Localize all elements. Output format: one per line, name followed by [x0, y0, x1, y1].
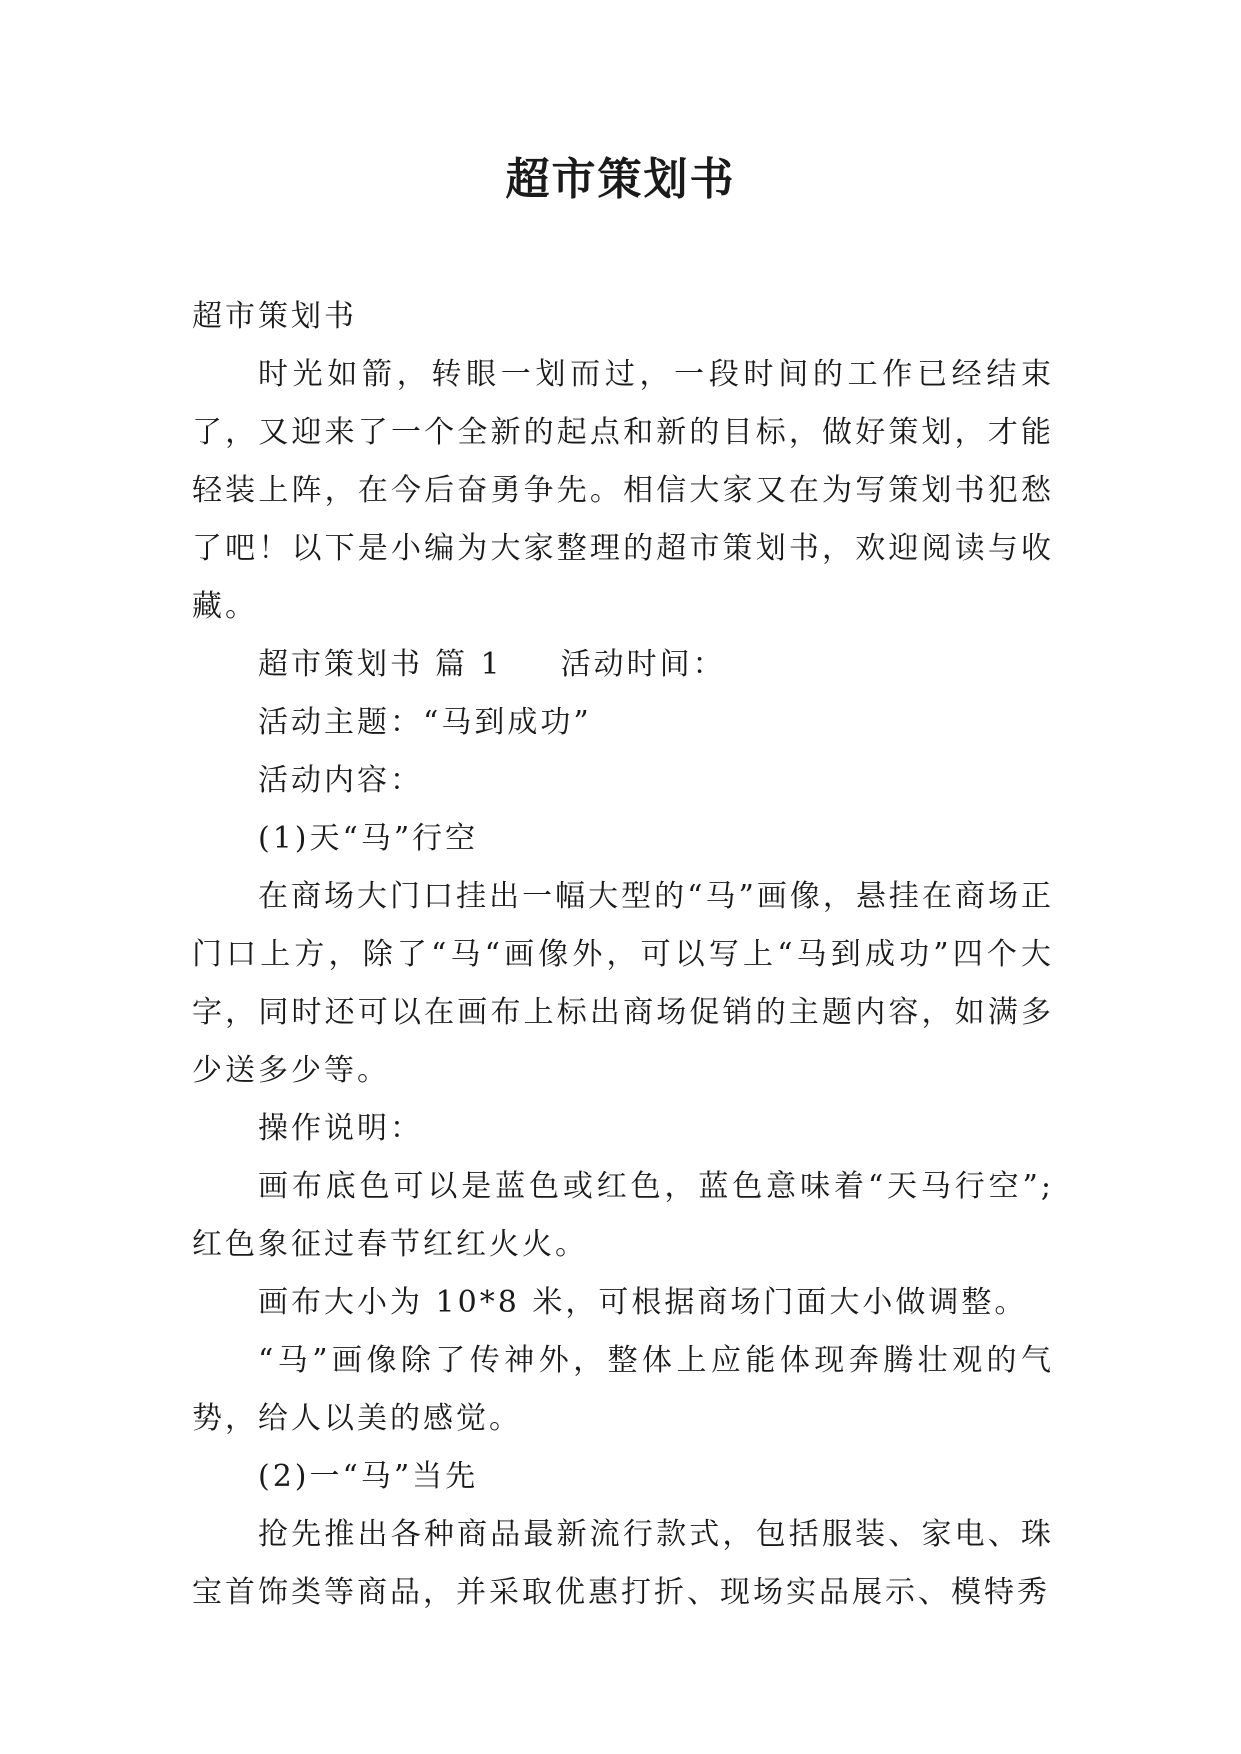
document-title: 超市策划书 — [505, 154, 736, 205]
activity-time-label: 活动时间： — [560, 647, 726, 682]
item-2-paragraph: 抢先推出各种商品最新流行款式，包括服装、家电、珠宝首饰类等商品，并采取优惠打折、现场实品展示、模特秀 — [192, 1517, 1054, 1610]
item-2-heading: (2)一“马”当先 — [258, 1459, 479, 1494]
note-horse-image: “马”画像除了传神外，整体上应能体现奔腾壮观的气势，给人以美的感觉。 — [192, 1343, 1054, 1436]
section-number: 篇 1 — [435, 647, 503, 682]
intro-paragraph: 时光如箭，转眼一划而过，一段时间的工作已经结束了，又迎来了一个全新的起点和新的目标，做好策划，才能轻装上阵，在今后奋勇争先。相信大家又在为写策划书犯愁了吧！以下是小编为大家整理的超市策划书，欢迎阅读与收藏。 — [192, 357, 1054, 624]
activity-theme-line: 活动主题：“马到成功” — [258, 705, 592, 740]
item-1-heading: (1)天“马”行空 — [258, 821, 479, 856]
section-name: 超市策划书 — [258, 647, 423, 682]
operation-notes-label: 操作说明： — [258, 1111, 423, 1146]
activity-content-label: 活动内容： — [258, 763, 423, 798]
document-body — [192, 288, 1054, 1622]
item-1-paragraph: 在商场大门口挂出一幅大型的“马”画像，悬挂在商场正门口上方，除了“马“画像外，可以写上“马到成功”四个大字，同时还可以在画布上标出商场促销的主题内容，如满多少送多少等。 — [192, 879, 1054, 1088]
subtitle-line: 超市策划书 — [192, 299, 357, 334]
section-heading-line — [192, 636, 1054, 694]
note-canvas-color: 画布底色可以是蓝色或红色，蓝色意味着“天马行空”;红色象征过春节红红火火。 — [192, 1169, 1054, 1262]
note-canvas-size: 画布大小为 10*8 米，可根据商场门面大小做调整。 — [258, 1285, 1028, 1320]
